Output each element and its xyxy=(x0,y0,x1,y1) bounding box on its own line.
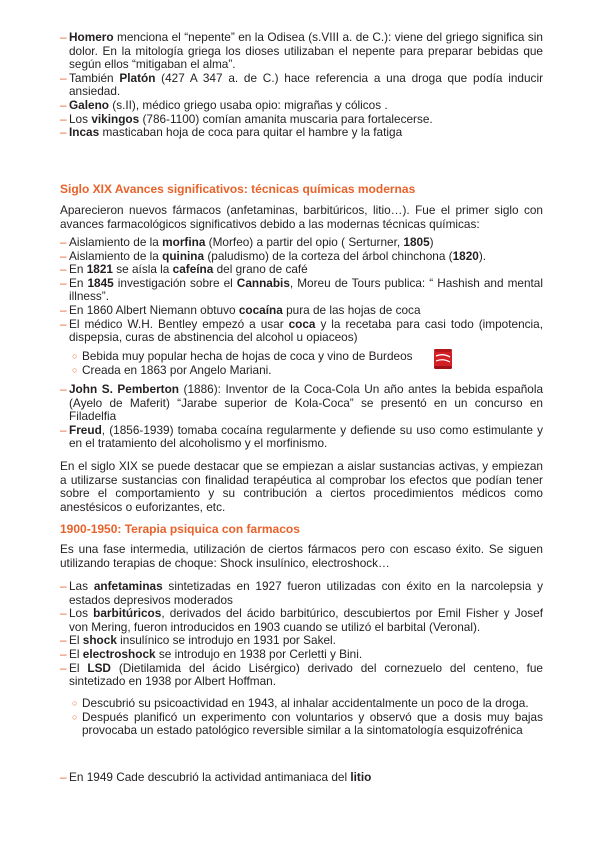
section-intro-xix: Aparecieron nuevos fármacos (anfetaminas, barbitúricos, litio…). Fue el primer siglo con avances farmacológicos significativos debido a las modernas técnicas químicas: xyxy=(60,203,543,231)
list-item: – En 1949 Cade descubrió la actividad antimaniaca del litio xyxy=(60,770,372,784)
list-item: – Galeno (s.II), médico griego usaba opio: migrañas y cólicos . xyxy=(60,97,388,112)
xix-list xyxy=(60,236,543,345)
list-item: – Homero menciona el “nepente” en la Odisea (s.VIII a. de C.): viene del griego significa sin dolor. En la mitología griega los dioses utilizaban el nepente para preparar bebidas que según ellos “mitigaban el alma”. xyxy=(60,30,543,72)
sub-list-item: ○ Descubrió su psicoactividad en 1943, al inhalar accidentalmente un poco de la droga. xyxy=(72,696,529,710)
section-heading-xix: Siglo XIX Avances significativos: técnicas químicas modernas xyxy=(60,182,416,196)
coca-cola-can-icon xyxy=(430,347,456,371)
list-item: – El shock insulínico se introdujo en 1931 por Sakel. xyxy=(60,633,336,648)
section-intro-1900: Es una fase intermedia, utilización de ciertos fármacos pero con escaso éxito. Se siguen utilizando terapias de choque: Shock insulínico, electroshock… xyxy=(60,542,543,570)
section-heading-1900: 1900-1950: Terapia psiquica con farmacos xyxy=(60,522,300,536)
ancient-list xyxy=(60,31,543,140)
list-item: – Incas masticaban hoja de coca para quitar el hambre y la fatiga xyxy=(60,125,403,140)
sub-list-item: ○ Creada en 1863 por Angelo Mariani. xyxy=(72,362,272,377)
list-item: – En 1860 Albert Niemann obtuvo cocaína pura de las hojas de coca xyxy=(60,302,421,317)
list-item: – Las anfetaminas sintetizadas en 1927 fueron utilizadas con éxito en la narcolepsia y estados depresivos moderados xyxy=(60,579,543,607)
xix-list-2 xyxy=(60,383,543,451)
sub-list-item: ○ Bebida muy popular hecha de hojas de coca y vino de Burdeos xyxy=(72,349,413,363)
list-item: – John S. Pemberton (1886): Inventor de la Coca-Cola Un año antes la bebida española (Ayelo de Maferit) “Jarabe superior de Kola-Coca” se presentó en un concurso en Filadelfia xyxy=(60,382,544,424)
xix-sublist xyxy=(60,350,543,377)
list-item: – En 1845 investigación sobre el Cannabis, Moreu de Tours publica: “ Hashish and mental illness”. xyxy=(60,275,543,304)
1900-list xyxy=(60,580,543,689)
list-item: – También Platón (427 A 347 a. de C.) hace referencia a una droga que podía inducir ansiedad. xyxy=(60,70,544,99)
list-item: – El electroshock se introdujo en 1938 por Cerletti y Bini. xyxy=(60,646,363,661)
list-item: – Los vikingos (786-1100) comían amanita muscaria para fortalecerse. xyxy=(60,111,433,126)
list-item: – Freud, (1856-1939) tomaba cocaína regularmente y defiende su uso como estimulante y en el tratamiento del alcoholismo y el morfinismo. xyxy=(60,422,543,451)
xix-closing: En el siglo XIX se puede destacar que se empiezan a aislar sustancias activas, y empiezan a utilizarse sustancias con finalidad terapéutica al comprobar los efectos que podían tener sobre el comportamiento y su contribución a ciertos procedimientos médicos como anestésicos o euforizantes, etc. xyxy=(60,459,543,514)
1900-sublist xyxy=(60,697,543,738)
1900-last xyxy=(60,771,543,785)
list-item: – En 1821 se aísla la cafeína del grano de café xyxy=(60,262,308,277)
list-item: – El LSD (Dietilamida del ácido Lisérgico) derivado del cornezuelo del centeno, fue sintetizado en 1938 por Albert Hoffman. xyxy=(60,660,543,689)
list-item: – Los barbitúricos, derivados del ácido barbitúrico, descubiertos por Emil Fisher y Josef von Mering, fueron introducidos en 1903 cuando se utilizó el barbital (Veronal). xyxy=(60,606,543,634)
sub-list-item: ○ Después planificó un experimento con voluntarios y observó que a dosis muy bajas provocaba un estado patológico reversible similar a la sintomatología esquizofrénica xyxy=(72,709,543,738)
list-item: – Aislamiento de la morfina (Morfeo) a partir del opio ( Serturner, 1805) xyxy=(60,235,434,249)
list-item: – Aislamiento de la quinina (paludismo) de la corteza del árbol chinchona (1820). xyxy=(60,248,487,263)
list-item: – El médico W.H. Bentley empezó a usar coca y la recetaba para casi todo (impotencia, dispepsia, curas de abstinencia del alcohol u opiaceos) xyxy=(60,316,543,345)
